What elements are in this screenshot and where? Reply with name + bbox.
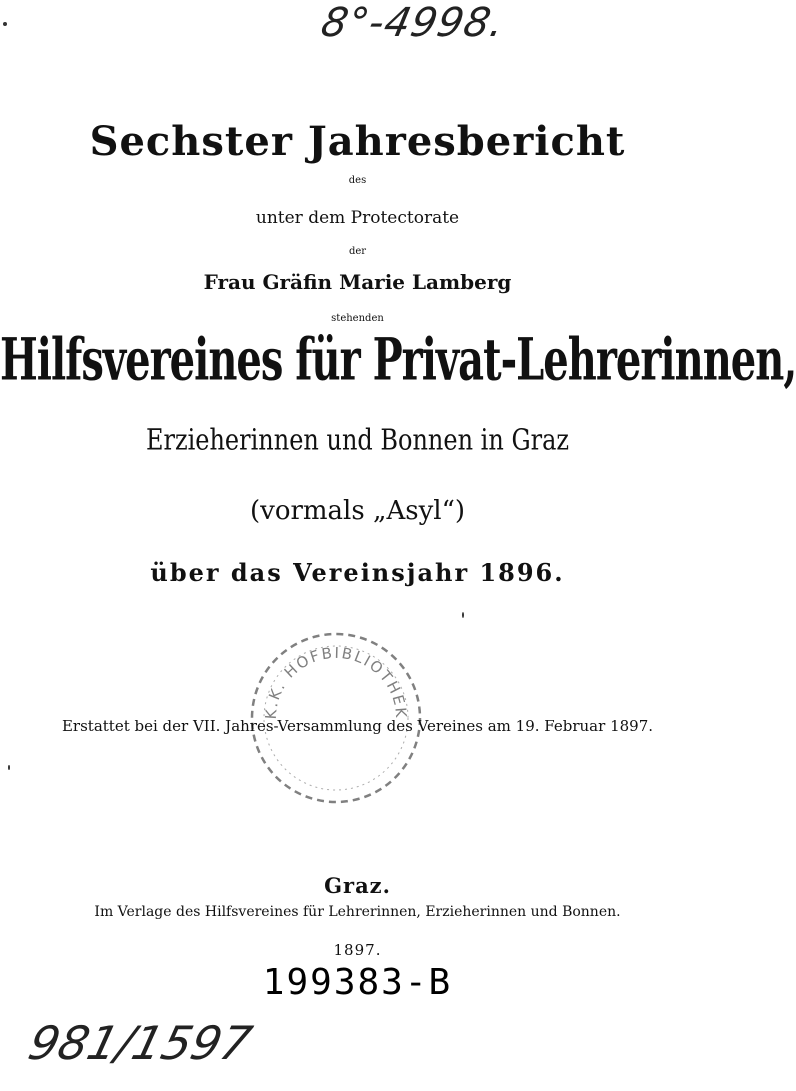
publication-year: 1897. bbox=[333, 941, 382, 959]
patroness-name: Frau Gräfin Marie Lamberg bbox=[203, 270, 512, 294]
publisher-line: Im Verlage des Hilfsvereines für Lehrerinnen, Erzieherinnen und Bonnen. bbox=[94, 904, 621, 920]
handwritten-shelfmark: 8°-4998. bbox=[317, 0, 510, 46]
report-year-line: über das Vereinsjahr 1896. bbox=[150, 558, 565, 587]
ink-speck bbox=[3, 22, 7, 26]
publication-place: Graz. bbox=[324, 873, 391, 898]
stamp-text: K.K. HOFBIBLIOTHEK bbox=[261, 643, 411, 720]
association-name: Hilfsvereines für Privat-Lehrerinnen, bbox=[0, 326, 796, 395]
connector-der: der bbox=[348, 246, 367, 257]
ink-speck bbox=[8, 765, 10, 770]
handwritten-accession-number: 981/1597 bbox=[23, 1016, 258, 1070]
catalog-number: 199383-B bbox=[262, 962, 453, 1003]
ink-speck bbox=[462, 612, 464, 618]
connector-des: des bbox=[348, 175, 367, 186]
svg-text:K.K. HOFBIBLIOTHEK bbox=[262, 644, 410, 720]
connector-stehenden: stehenden bbox=[331, 313, 384, 324]
protectorate-line: unter dem Protectorate bbox=[255, 208, 460, 228]
meeting-note: Erstattet bei der VII. Jahres-Versammlung des Vereines am 19. Februar 1897. bbox=[61, 717, 654, 735]
former-name: (vormals „Asyl“) bbox=[249, 496, 466, 526]
association-subtitle: Erzieherinnen und Bonnen in Graz bbox=[145, 423, 570, 457]
report-title: Sechster Jahresbericht bbox=[89, 118, 626, 165]
